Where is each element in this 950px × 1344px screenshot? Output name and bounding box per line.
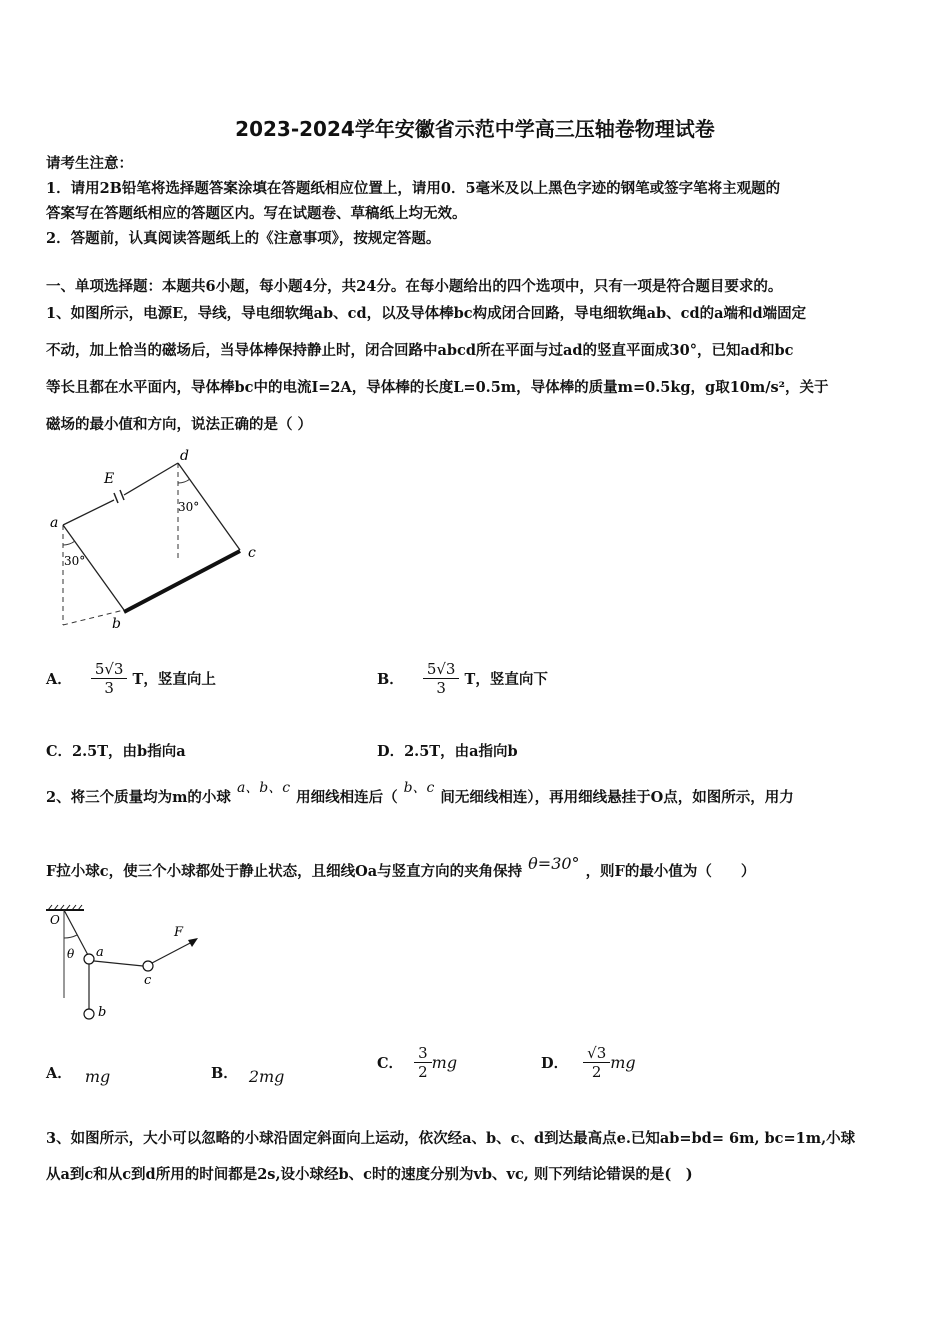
q2-option-d-den: 2: [591, 1063, 602, 1081]
q2-line-1a: 2、将三个质量均为m的小球: [46, 789, 231, 806]
q2-option-d-label: D．: [541, 1055, 569, 1072]
q2-option-b-expr: 2mg: [248, 1067, 285, 1086]
q2-line-1d: b、c: [403, 780, 435, 796]
q2-option-c-den: 2: [418, 1063, 428, 1081]
q1-fig-label-b: b: [112, 616, 121, 632]
q2-line-2c: ，则F的最小值为（ ）: [585, 863, 756, 880]
q1-option-c[interactable]: C．2.5T，由b指向a: [46, 743, 186, 760]
notice-heading: 请考生注意：: [46, 155, 133, 172]
q3-line-2: 从a到c和从c到d所用的时间都是2s,设小球经b、c时的速度分别为vb、vc, 则下列结论错误的是( ): [46, 1166, 693, 1183]
q2-line-2b: θ=30°: [528, 854, 580, 873]
q1-option-a-fraction: [91, 660, 128, 697]
q1-fig-label-c: c: [248, 545, 256, 561]
q2-option-c-expr: mg: [431, 1053, 458, 1072]
q1-line-1: 1、如图所示，电源E，导线，导电细软绳ab、cd，以及导体棒bc构成闭合回路，导电细软绳ab、cd的a端和d端固定: [46, 305, 807, 322]
q2-fig-label-O: O: [50, 913, 60, 927]
q1-option-b-fraction: [423, 660, 460, 697]
q2-option-d-fraction: [583, 1044, 610, 1081]
q1-fig-label-E: E: [104, 471, 115, 487]
q2-option-c-num: 3: [414, 1044, 432, 1063]
page-title: 2023-2024学年安徽省示范中学高三压轴卷物理试卷: [235, 117, 715, 141]
q1-fig-angle-1: 30°: [64, 554, 86, 568]
q2-option-a-expr: mg: [84, 1067, 111, 1086]
q1-option-d[interactable]: D．2.5T，由a指向b: [377, 743, 518, 760]
q1-option-a-num: 5√3: [91, 660, 128, 679]
notice-line-2: 答案写在答题纸相应的答题区内。写在试题卷、草稿纸上均无效。: [46, 205, 467, 222]
q2-option-b-label: B．: [211, 1065, 238, 1082]
q1-option-b[interactable]: [377, 660, 548, 697]
q2-option-c[interactable]: [377, 1044, 457, 1081]
q2-line-1b: a、b、c: [236, 780, 291, 796]
notice-line-1: 1．请用2B铅笔将选择题答案涂填在答题纸相应位置上，请用0．5毫米及以上黑色字迹的钢笔或签字笔将主观题的: [46, 180, 781, 197]
q2-fig-label-a: a: [96, 945, 104, 960]
q2-figure: [40, 900, 220, 1030]
q1-line-3: 等长且都在水平面内，导体棒bc中的电流I=2A，导体棒的长度L=0.5m，导体棒的质量m=0.5kg，g取10m/s²，关于: [46, 379, 829, 396]
q2-fig-label-theta: θ: [67, 947, 75, 961]
q2-line-1c: 用细线相连后（: [296, 789, 398, 806]
q1-option-a-label: A．: [46, 671, 72, 688]
q2-option-d[interactable]: [541, 1044, 636, 1081]
q2-option-a-label: A．: [46, 1065, 72, 1082]
q2-option-c-fraction: [414, 1044, 432, 1081]
q1-option-b-num: 5√3: [423, 660, 460, 679]
q2-option-d-num: √3: [583, 1044, 610, 1063]
q2-line-1e: 间无细线相连），再用细线悬挂于O点，如图所示，用力: [440, 789, 794, 806]
q3-line-1: 3、如图所示，大小可以忽略的小球沿固定斜面向上运动，依次经a、b、c、d到达最高点e.已知ab=bd= 6m, bc=1m,小球: [46, 1130, 856, 1147]
q1-option-a[interactable]: [46, 660, 216, 697]
q1-fig-label-a: a: [50, 515, 59, 531]
q1-line-2: 不动，加上恰当的磁场后，当导体棒保持静止时，闭合回路中abcd所在平面与过ad的竖直平面成30°，已知ad和bc: [46, 342, 794, 359]
q1-option-b-label: B．: [377, 671, 404, 688]
q1-option-b-den: 3: [436, 679, 446, 697]
q1-fig-angle-2: 30°: [178, 500, 200, 514]
q2-option-c-label: C．: [377, 1055, 404, 1072]
q1-line-4: 磁场的最小值和方向，说法正确的是（ ）: [46, 416, 313, 433]
q1-fig-label-d: d: [180, 448, 189, 464]
q2-line-1: [46, 780, 794, 807]
notice-line-3: 2．答题前，认真阅读答题纸上的《注意事项》，按规定答题。: [46, 230, 441, 247]
q2-fig-label-F: F: [174, 925, 184, 940]
q2-line-2: [46, 854, 756, 881]
q1-option-a-den: 3: [104, 679, 114, 697]
q1-option-b-text: T，竖直向下: [464, 671, 548, 688]
q2-option-d-expr: mg: [610, 1053, 636, 1072]
q1-figure: [44, 445, 274, 635]
q2-fig-label-b: b: [98, 1005, 107, 1020]
q2-option-b[interactable]: [211, 1062, 285, 1086]
q2-fig-label-c: c: [144, 973, 152, 988]
q2-line-2a: F拉小球c，使三个小球都处于静止状态，且细线Oa与竖直方向的夹角保持: [46, 863, 523, 880]
q2-option-a[interactable]: [46, 1062, 111, 1086]
section-heading: 一、单项选择题：本题共6小题，每小题4分，共24分。在每小题给出的四个选项中，只有一项是符合题目要求的。: [46, 278, 783, 295]
q1-option-a-text: T，竖直向上: [132, 671, 216, 688]
